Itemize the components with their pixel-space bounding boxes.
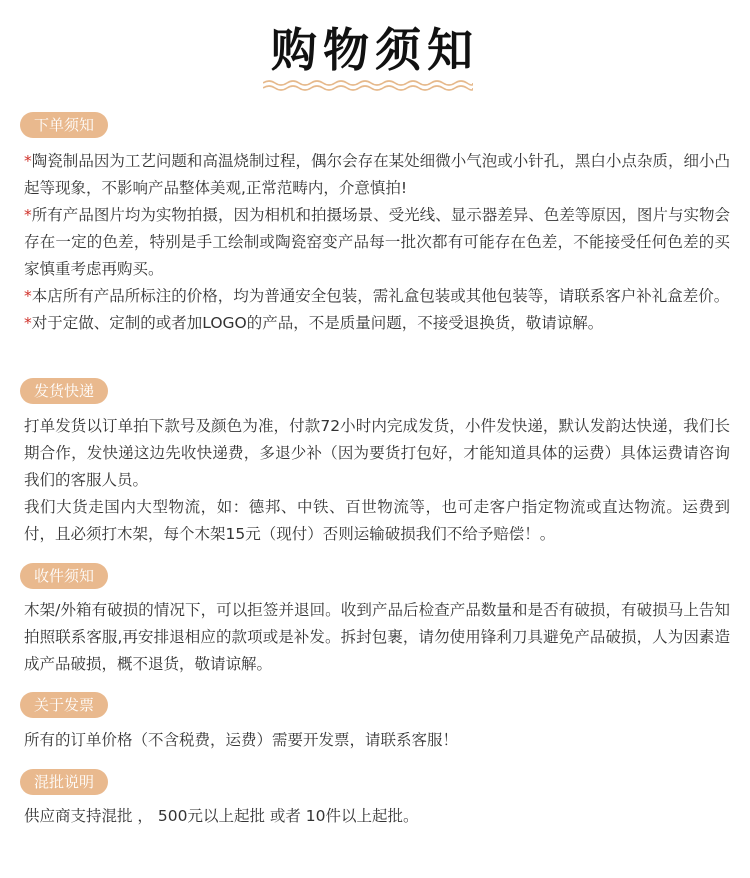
star-marker: * [24, 152, 32, 170]
order-note-3-text: 本店所有产品所标注的价格，均为普通安全包装，需礼盒包装或其他包装等，请联系客户补礼盒差价。 [31, 287, 730, 305]
section-label-invoice: 关于发票 [20, 692, 108, 718]
order-note-1-text: 陶瓷制品因为工艺问题和高温烧制过程，偶尔会存在某处细微小气泡或小针孔，黑白小点杂质，细小凸起等现象，不影响产品整体美观,正常范畴内，介意慎拍! [24, 152, 730, 197]
order-note-1 [24, 148, 730, 202]
star-marker: * [24, 314, 32, 332]
invoice-note-1: 所有的订单价格（不含税费，运费）需要开发票，请联系客服！ [24, 731, 459, 749]
order-note-4 [24, 310, 730, 337]
page-title: 购物须知 [271, 23, 479, 77]
section-body-order [24, 148, 730, 337]
section-label-mixed-batch: 混批说明 [20, 769, 108, 795]
order-note-4-text: 对于定做、定制的或者加LOGO的产品，不是质量问题，不接受退换货，敬请谅解。 [31, 314, 604, 332]
order-note-3 [24, 283, 730, 310]
section-body-shipping [24, 413, 730, 548]
section-body-receiving [24, 597, 730, 678]
section-label-shipping: 发货快递 [20, 378, 108, 404]
star-marker: * [24, 206, 32, 224]
order-note-2 [24, 202, 730, 283]
section-label-receiving: 收件须知 [20, 563, 108, 589]
star-marker: * [24, 287, 32, 305]
page-header [0, 22, 750, 78]
shipping-note-2: 我们大货走国内大型物流，如：德邦、中铁、百世物流等，也可走客户指定物流或直达物流。运费到付，且必须打木架，每个木架15元（现付）否则运输破损我们不给予赔偿！。 [24, 498, 730, 543]
receiving-note-1: 木架/外箱有破损的情况下，可以拒签并退回。收到产品后检查产品数量和是否有破损，有破损马上告知拍照联系客服,再安排退相应的款项或是补发。拆封包裹，请勿使用锋利刀具避免产品破损，人为因素造成产品破损，概不退货，敬请谅解。 [24, 601, 730, 673]
section-body-invoice [24, 727, 730, 754]
order-note-2-text: 所有产品图片均为实物拍摄，因为相机和拍摄场景、受光线、显示器差异、色差等原因，图片与实物会存在一定的色差，特别是手工绘制或陶瓷窑变产品每一批次都有可能存在色差，不能接受任何色差的买家慎重考虑再购买。 [24, 206, 730, 278]
mixed-batch-note-1: 供应商支持混批 ， 500元以上起批 或者 10件以上起批。 [24, 807, 419, 825]
section-label-order: 下单须知 [20, 112, 108, 138]
wave-divider-icon [263, 78, 473, 92]
shipping-note-1: 打单发货以订单拍下款号及颜色为准，付款72小时内完成发货，小件发快递，默认发韵达快递，我们长期合作，发快递这边先收快递费，多退少补（因为要货打包好，才能知道具体的运费）具体运费请咨询我们的客服人员。 [24, 417, 730, 489]
section-body-mixed-batch [24, 803, 730, 830]
